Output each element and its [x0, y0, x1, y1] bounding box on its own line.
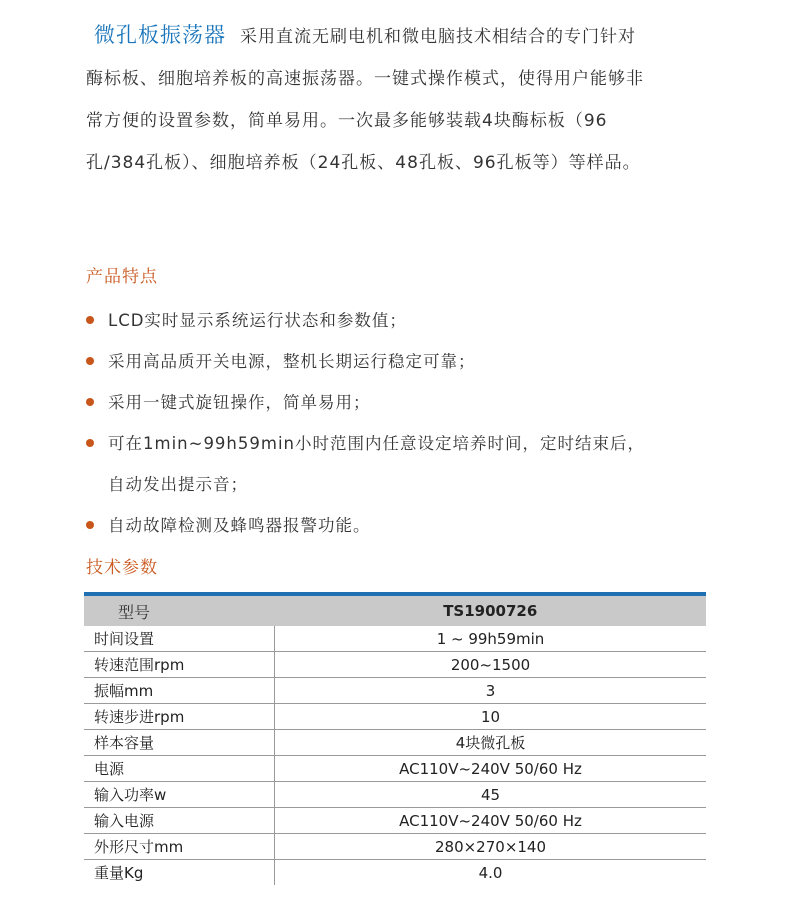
spec-label: 振幅mm: [84, 678, 275, 704]
spec-value: 3: [275, 678, 707, 704]
table-row: [84, 860, 706, 886]
spec-header-row: [84, 594, 706, 626]
bullet-icon: [86, 398, 94, 406]
spec-value: 45: [275, 782, 707, 808]
spec-label: 输入电源: [84, 808, 275, 834]
feature-item: 采用高品质开关电源，整机长期运行稳定可靠；: [86, 341, 646, 382]
spec-label: 外形尺寸mm: [84, 834, 275, 860]
features-heading: 产品特点: [86, 267, 158, 287]
feature-item: 自动故障检测及蜂鸣器报警功能。: [86, 505, 646, 546]
feature-item: 采用一键式旋钮操作，简单易用；: [86, 382, 646, 423]
product-title: 微孔板振荡器: [94, 23, 226, 47]
table-row: [84, 678, 706, 704]
table-row: [84, 808, 706, 834]
features-list: [86, 300, 646, 546]
spec-label: 电源: [84, 756, 275, 782]
spec-value: 4块微孔板: [275, 730, 707, 756]
spec-value: 4.0: [478, 863, 503, 882]
feature-item: LCD实时显示系统运行状态和参数值；: [86, 300, 646, 341]
bullet-icon: [86, 439, 94, 447]
bullet-icon: [86, 316, 94, 324]
table-row: [84, 652, 706, 678]
product-intro: [86, 14, 646, 184]
table-row: [84, 704, 706, 730]
table-row: [84, 834, 706, 860]
product-description: 采用直流无刷电机和微电脑技术相结合的专门针对酶标板、细胞培养板的高速振荡器。一键式操作模式，使得用户能够非常方便的设置参数，简单易用。一次最多能够装载4块酶标板（96孔/384孔板）、细胞培养板（24孔板、48孔板、96孔板等）等样品。: [86, 27, 644, 173]
spec-value: 280×270×140: [275, 834, 707, 860]
spec-header-model: TS1900726: [275, 594, 707, 626]
spec-value: AC110V~240V 50/60 Hz: [275, 756, 707, 782]
spec-table: [84, 592, 706, 885]
spec-value: 10: [275, 704, 707, 730]
spec-label: 输入功率w: [84, 782, 275, 808]
bullet-icon: [86, 521, 94, 529]
spec-label: 转速步进rpm: [84, 704, 275, 730]
feature-item: 可在1min~99h59min小时范围内任意设定培养时间，定时结束后，自动发出提示音；: [86, 423, 646, 505]
spec-label: 重量Kg: [84, 860, 275, 886]
table-row: [84, 730, 706, 756]
specs-heading: 技术参数: [86, 558, 158, 578]
spec-label: 转速范围rpm: [84, 652, 275, 678]
bullet-icon: [86, 357, 94, 365]
spec-value: AC110V~240V 50/60 Hz: [275, 808, 707, 834]
spec-value: 1 ~ 99h59min: [275, 626, 707, 652]
spec-label: 时间设置: [84, 626, 275, 652]
table-row: [84, 626, 706, 652]
spec-header-label: 型号: [84, 594, 275, 626]
table-row: [84, 782, 706, 808]
table-row: [84, 756, 706, 782]
spec-label: 样本容量: [84, 730, 275, 756]
spec-value: 200~1500: [275, 652, 707, 678]
